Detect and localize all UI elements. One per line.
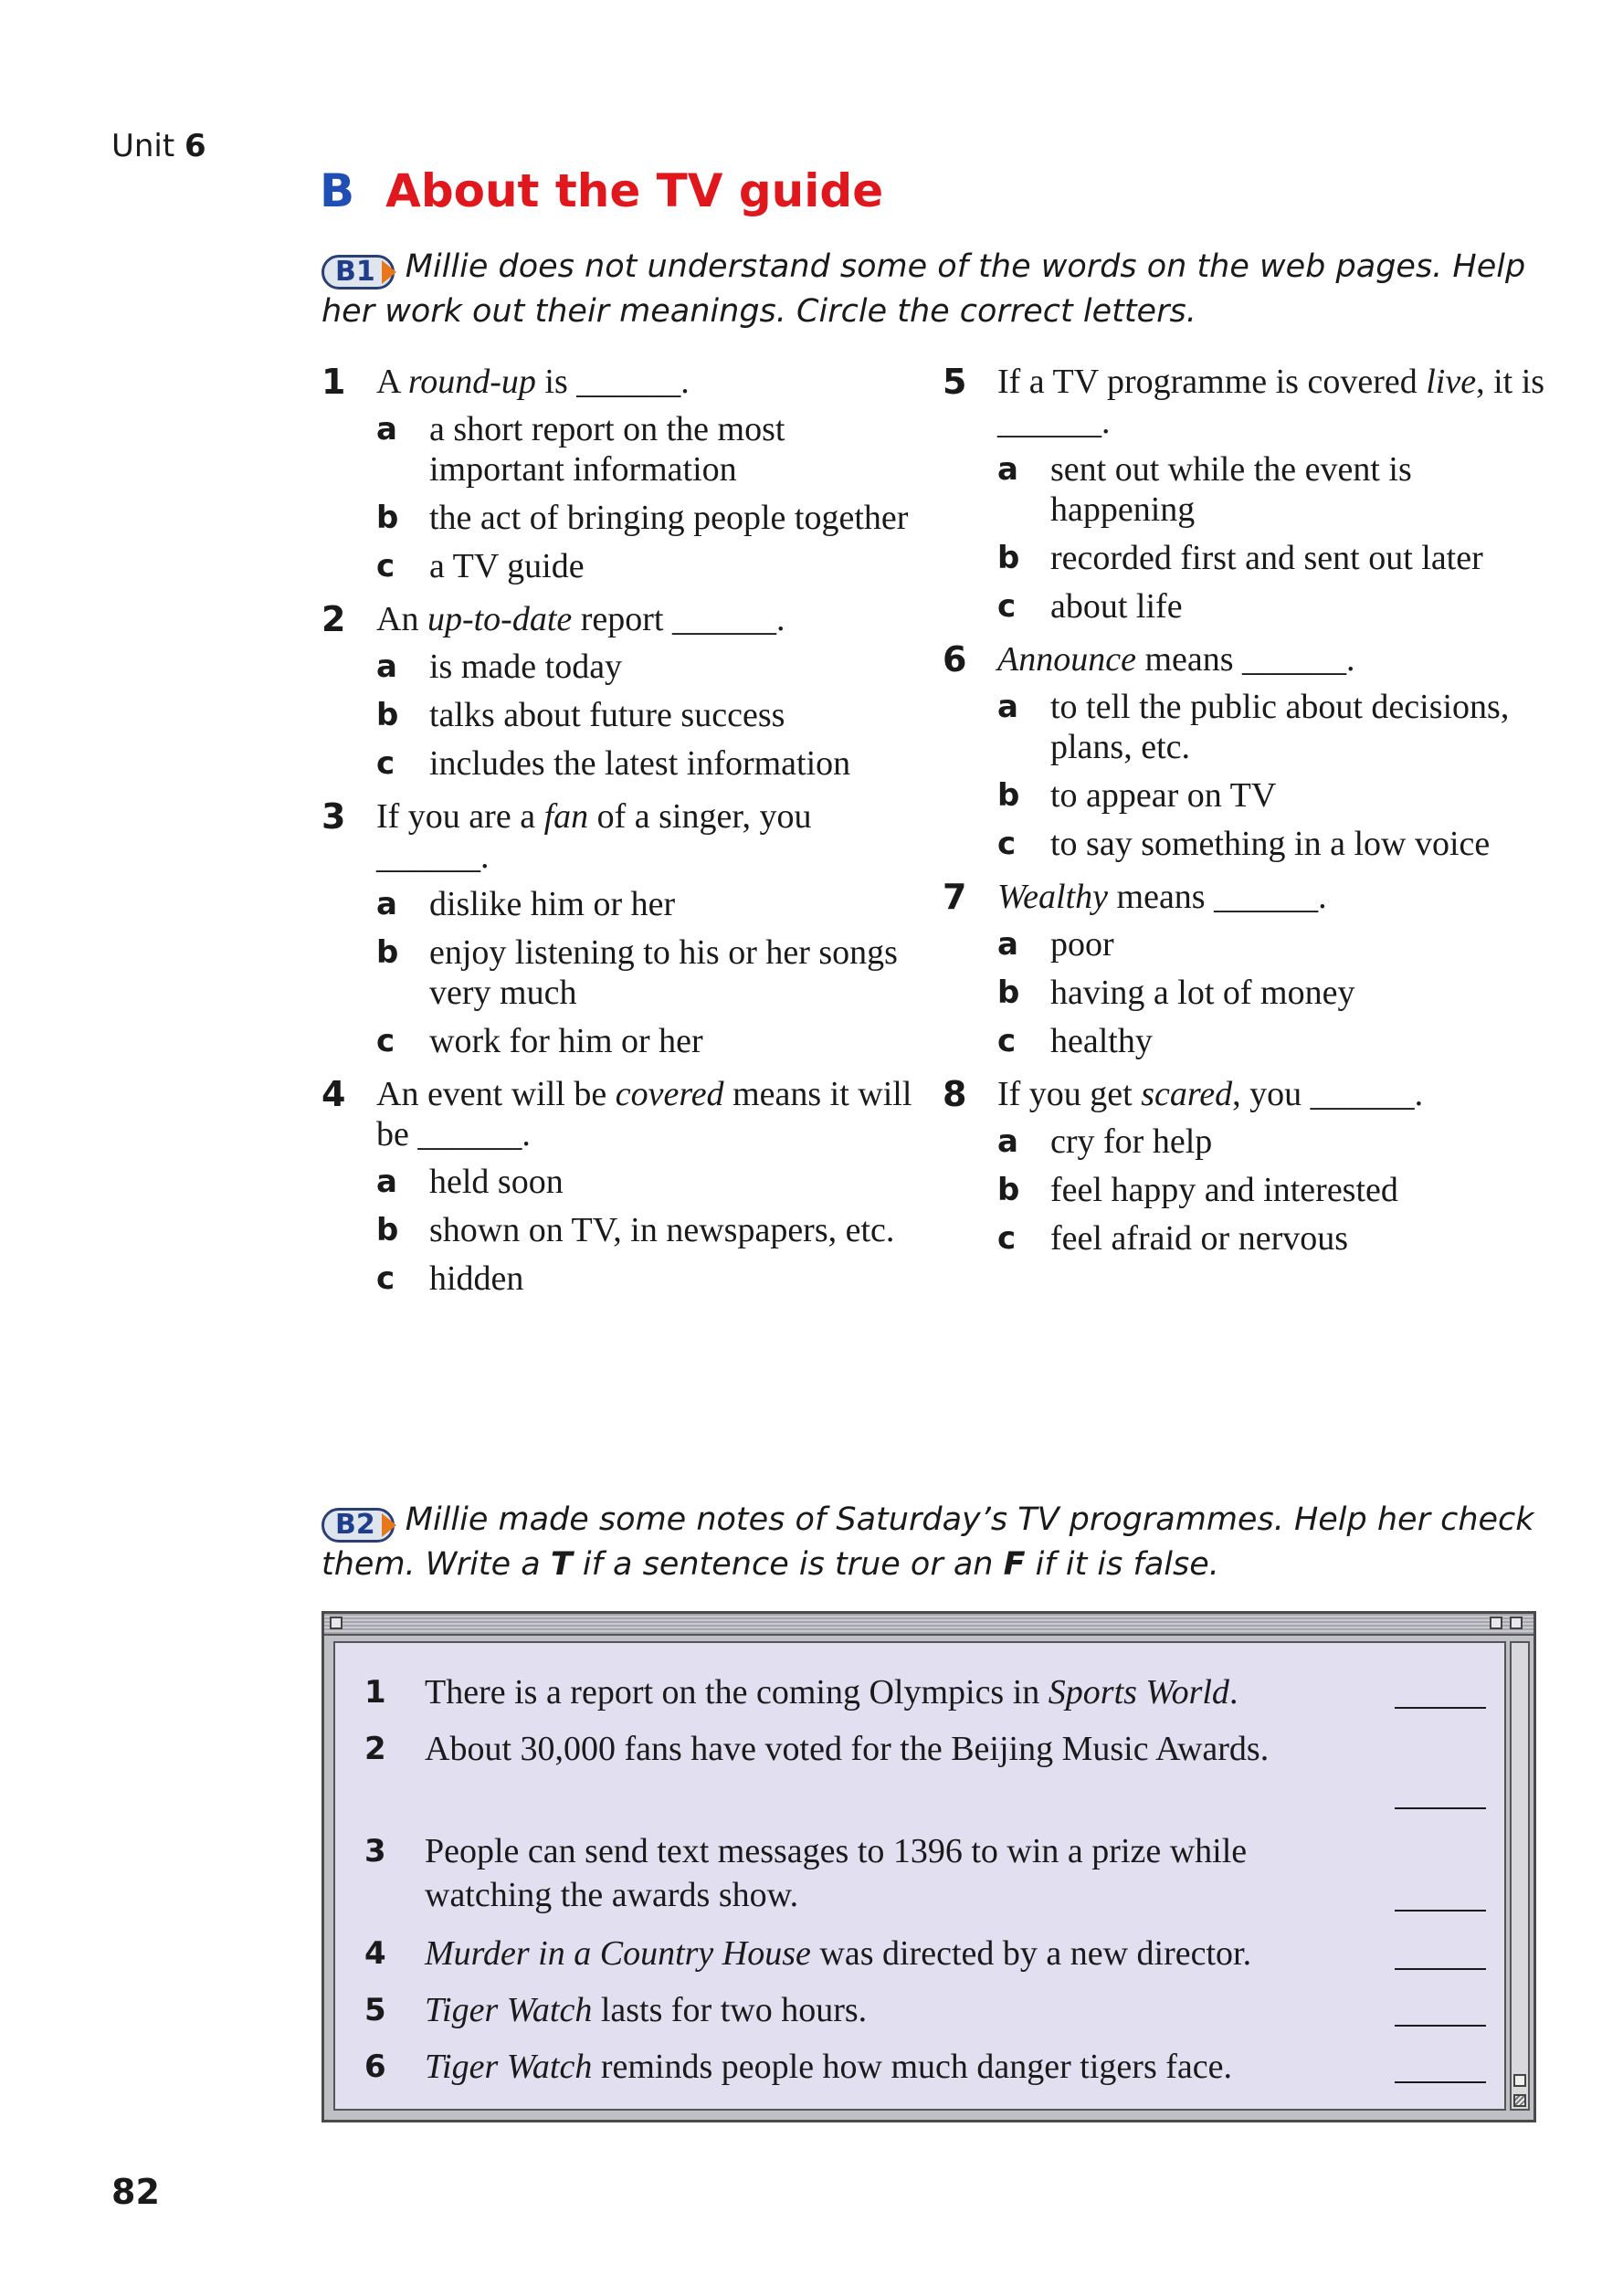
resize-grip-icon[interactable] <box>1513 2094 1526 2107</box>
option-list <box>376 409 924 586</box>
option-list <box>376 647 924 784</box>
question-text-pre: A <box>376 363 408 401</box>
question-text-post: means it will be ______. <box>376 1075 912 1153</box>
answer-blank[interactable] <box>1395 1705 1486 1709</box>
statement-number: 3 <box>364 1833 386 1869</box>
statement-number: 4 <box>364 1935 386 1972</box>
option-letter: c <box>376 1023 395 1059</box>
tf-window <box>321 1611 1536 2122</box>
option-text: to say something in a low voice <box>1050 825 1491 863</box>
option-text: feel happy and interested <box>1050 1171 1398 1209</box>
statement-body: reminds people how much danger tigers face. <box>592 2048 1232 2086</box>
statement-number: 6 <box>364 2048 386 2085</box>
unit-label: Unit 6 <box>111 128 206 164</box>
collapse-box-icon[interactable] <box>1510 1617 1523 1629</box>
answer-blank[interactable] <box>1395 1908 1486 1912</box>
option-a[interactable] <box>997 1122 1545 1162</box>
question-2 <box>321 599 924 784</box>
section-title: About the TV guide <box>385 164 884 217</box>
option-list <box>997 687 1545 864</box>
question-text-pre: An event will be <box>376 1075 616 1113</box>
option-letter: c <box>376 1260 395 1297</box>
option-text: shown on TV, in newspapers, etc. <box>429 1211 895 1249</box>
option-a[interactable] <box>997 924 1545 964</box>
option-text: the act of bringing people together <box>429 499 909 537</box>
option-b[interactable] <box>997 538 1545 578</box>
option-list <box>376 1162 924 1299</box>
zoom-box-icon[interactable] <box>1490 1617 1502 1629</box>
question-1 <box>321 362 924 586</box>
question-number: 5 <box>943 362 967 402</box>
answer-blank[interactable] <box>1395 2080 1486 2083</box>
question-text <box>376 362 924 402</box>
question-text <box>997 877 1545 917</box>
statement-title: Tiger Watch <box>425 1991 593 2029</box>
statement-body: People can send text messages to 1396 to win a prize while watching the awards show. <box>425 1832 1248 1914</box>
option-text: is made today <box>429 648 623 686</box>
option-text: sent out while the event is happening <box>1050 450 1412 529</box>
question-text <box>997 639 1545 679</box>
question-4 <box>321 1074 924 1299</box>
question-text-post: means ______. <box>1135 640 1355 679</box>
option-c[interactable] <box>997 586 1545 627</box>
option-a[interactable] <box>376 647 924 687</box>
option-c[interactable] <box>376 743 924 784</box>
page-number: 82 <box>111 2172 160 2212</box>
answer-blank[interactable] <box>1395 1806 1486 1809</box>
question-keyword: covered <box>615 1075 724 1113</box>
statement-title: Tiger Watch <box>425 2048 593 2086</box>
statement-text <box>425 1988 1338 2032</box>
option-b[interactable] <box>997 1170 1545 1210</box>
question-text-post: , it is ______. <box>997 363 1545 441</box>
option-c[interactable] <box>997 1218 1545 1259</box>
close-box-icon[interactable] <box>330 1617 343 1629</box>
question-text-post: , you ______. <box>1232 1075 1424 1113</box>
scroll-up-icon[interactable] <box>1513 2074 1526 2087</box>
tf-statement-3 <box>335 1829 1504 1917</box>
option-letter: a <box>997 451 1018 488</box>
question-keyword: scared <box>1141 1075 1233 1113</box>
option-letter: b <box>997 1172 1020 1208</box>
option-b[interactable] <box>376 1210 924 1250</box>
option-c[interactable] <box>376 1021 924 1061</box>
question-7 <box>943 877 1545 1061</box>
statement-body: lasts for two hours. <box>592 1991 868 2029</box>
option-c[interactable] <box>376 1259 924 1299</box>
option-text: talks about future success <box>429 696 785 734</box>
option-c[interactable] <box>376 546 924 586</box>
option-text: poor <box>1050 925 1114 964</box>
option-c[interactable] <box>997 824 1545 864</box>
statement-text <box>425 1670 1338 1714</box>
option-list <box>997 924 1545 1061</box>
section-heading <box>320 164 883 217</box>
option-letter: b <box>376 697 399 733</box>
option-text: hidden <box>429 1259 524 1298</box>
option-letter: b <box>997 974 1020 1011</box>
option-text: enjoy listening to his or her songs very much <box>429 933 898 1012</box>
option-b[interactable] <box>997 775 1545 816</box>
option-text: includes the latest information <box>429 744 851 783</box>
statement-text <box>425 1829 1338 1917</box>
option-letter: a <box>997 1123 1018 1160</box>
option-letter: b <box>997 540 1020 576</box>
option-letter: a <box>376 886 397 922</box>
option-a[interactable] <box>376 409 924 490</box>
option-text: to appear on TV <box>1050 776 1277 815</box>
statement-text <box>425 1932 1338 1975</box>
option-letter: c <box>997 1023 1017 1059</box>
section-letter: B <box>320 164 355 217</box>
b1-right-column <box>943 362 1545 1271</box>
option-letter: b <box>376 934 399 971</box>
option-text: healthy <box>1050 1022 1153 1060</box>
option-text: having a lot of money <box>1050 974 1355 1012</box>
question-text-pre: An <box>376 600 427 638</box>
option-a[interactable] <box>376 884 924 924</box>
statement-body: About 30,000 fans have voted for the Beijing Music Awards. <box>425 1730 1270 1768</box>
option-letter: c <box>376 745 395 782</box>
play-arrow-icon <box>382 1513 396 1537</box>
question-number: 8 <box>943 1074 967 1114</box>
option-a[interactable] <box>997 687 1545 767</box>
question-3 <box>321 796 924 1061</box>
scrollbar[interactable] <box>1510 1641 1530 2111</box>
tf-statement-5 <box>335 1988 1504 2032</box>
statement-body: There is a report on the coming Olympics in <box>425 1673 1049 1711</box>
question-number: 6 <box>943 639 967 679</box>
play-arrow-icon <box>382 260 396 284</box>
option-letter: a <box>376 1164 397 1200</box>
tf-statement-6 <box>335 2045 1504 2089</box>
question-text-post: report ______. <box>572 600 785 638</box>
option-text: cry for help <box>1050 1122 1213 1161</box>
statement-title: Murder in a Country House <box>425 1934 811 1973</box>
option-list <box>997 1122 1545 1259</box>
question-keyword: round-up <box>407 363 536 401</box>
option-letter: c <box>997 1220 1017 1257</box>
option-letter: b <box>376 500 399 536</box>
statement-title: Sports World <box>1048 1673 1229 1711</box>
question-6 <box>943 639 1545 864</box>
statement-text <box>425 2045 1338 2089</box>
option-letter: a <box>376 411 397 448</box>
option-text: held soon <box>429 1163 564 1201</box>
question-number: 1 <box>321 362 346 402</box>
tf-statement-2 <box>335 1727 1504 1815</box>
option-text: dislike him or her <box>429 885 676 923</box>
option-c[interactable] <box>997 1021 1545 1061</box>
option-text: to tell the public about decisions, plans, etc. <box>1050 688 1510 766</box>
question-text <box>997 1074 1545 1114</box>
question-text-pre: If you are a <box>376 797 544 836</box>
option-list <box>997 449 1545 627</box>
option-text: a TV guide <box>429 547 585 585</box>
option-b[interactable] <box>376 932 924 1013</box>
option-b[interactable] <box>376 695 924 735</box>
option-a[interactable] <box>997 449 1545 530</box>
tf-statements <box>333 1641 1506 2111</box>
question-keyword: Wealthy <box>997 878 1109 916</box>
option-letter: c <box>997 826 1017 862</box>
option-letter: c <box>997 588 1017 625</box>
question-keyword: up-to-date <box>427 600 573 638</box>
question-5 <box>943 362 1545 627</box>
answer-blank[interactable] <box>1395 1966 1486 1970</box>
question-text-pre: If you get <box>997 1075 1142 1113</box>
statement-body: was directed by a new director. <box>810 1934 1252 1973</box>
statement-number: 1 <box>364 1674 386 1711</box>
question-keyword: live <box>1426 363 1477 401</box>
answer-blank[interactable] <box>1395 2023 1486 2027</box>
question-text-pre: If a TV programme is covered <box>997 363 1427 401</box>
option-letter: c <box>376 548 395 585</box>
option-a[interactable] <box>376 1162 924 1202</box>
question-keyword: Announce <box>997 640 1136 679</box>
option-letter: b <box>376 1212 399 1248</box>
question-number: 4 <box>321 1074 346 1114</box>
option-letter: a <box>997 689 1018 725</box>
statement-number: 5 <box>364 1992 386 2028</box>
option-text: about life <box>1050 587 1183 626</box>
window-titlebar[interactable] <box>324 1614 1533 1636</box>
question-keyword: fan <box>543 797 589 836</box>
option-letter: a <box>997 926 1018 963</box>
question-number: 7 <box>943 877 967 917</box>
question-text-post: is ______. <box>535 363 690 401</box>
tf-statement-4 <box>335 1932 1504 1975</box>
question-number: 2 <box>321 599 346 639</box>
option-text: work for him or her <box>429 1022 703 1060</box>
b1-badge: B1 <box>321 255 396 290</box>
option-b[interactable] <box>997 973 1545 1013</box>
b1-instruction: B1 Millie does not understand some of the words on the web pages. Help her work out their meanings. Circle the correct letters. <box>321 248 1526 330</box>
b1-left-column <box>321 362 924 1311</box>
question-text-post: means ______. <box>1108 878 1327 916</box>
option-letter: b <box>997 777 1020 814</box>
question-text <box>376 1074 924 1154</box>
option-list <box>376 884 924 1061</box>
statement-tail: . <box>1228 1673 1238 1711</box>
statement-number: 2 <box>364 1731 386 1767</box>
option-text: a short report on the most important information <box>429 410 785 489</box>
option-letter: a <box>376 648 397 685</box>
question-text <box>997 362 1545 442</box>
question-text <box>376 796 924 877</box>
option-text: recorded first and sent out later <box>1050 539 1483 577</box>
question-number: 3 <box>321 796 346 837</box>
b2-badge: B2 <box>321 1508 396 1543</box>
tf-statement-1 <box>335 1670 1504 1714</box>
b2-instruction: B2 Millie made some notes of Saturday’s TV programmes. Help her check them. Write a T if a sentence is true or an F if it is false. <box>321 1501 1534 1583</box>
question-text <box>376 599 924 639</box>
option-b[interactable] <box>376 498 924 538</box>
question-text-post: of a singer, you ______. <box>376 797 812 876</box>
option-text: feel afraid or nervous <box>1050 1219 1349 1258</box>
question-8 <box>943 1074 1545 1259</box>
statement-text <box>425 1727 1338 1771</box>
